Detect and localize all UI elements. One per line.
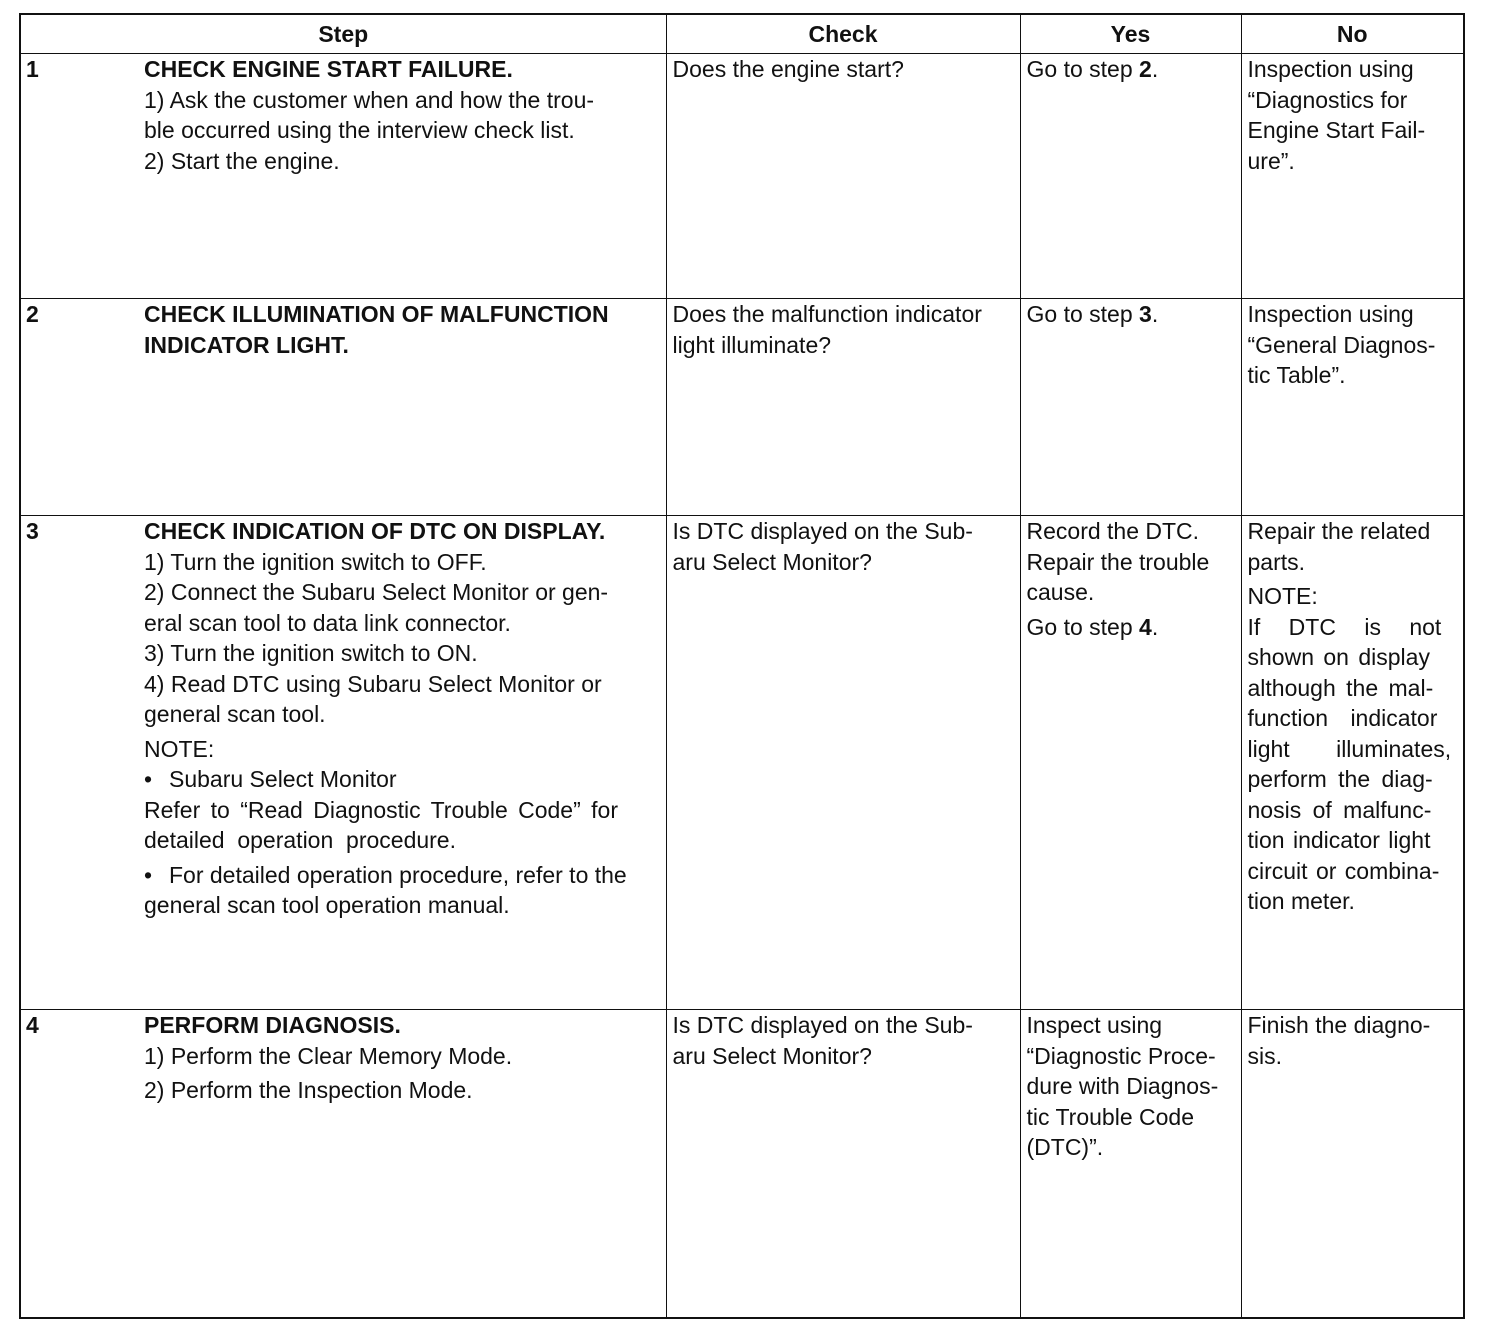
yes-cell <box>1020 516 1241 1010</box>
check-text: aru Select Monitor? <box>672 548 872 575</box>
step-number: 2 <box>20 299 138 516</box>
no-note-text: tion indicator light <box>1247 827 1431 853</box>
header-no: No <box>1241 14 1464 54</box>
step-instruction: 2) Connect the Subaru Select Monitor or gen- <box>144 579 609 605</box>
no-text: Inspection using <box>1247 56 1414 82</box>
check-text: Is DTC displayed on the Sub- <box>672 518 973 544</box>
yes-text <box>1027 299 1235 330</box>
step-instruction: 3) Turn the ignition switch to ON. <box>144 640 478 666</box>
no-text: “General Diagnos- <box>1247 331 1436 358</box>
no-note-label: NOTE: <box>1247 583 1318 609</box>
yes-prefix: Go to step <box>1026 613 1140 640</box>
check-cell <box>666 516 1020 1010</box>
no-text: “Diagnostics for <box>1247 86 1408 113</box>
step-instruction: general scan tool. <box>144 701 326 727</box>
yes-prefix: Go to step <box>1026 56 1140 82</box>
no-cell <box>1241 299 1464 516</box>
check-text: Does the engine start? <box>672 56 904 82</box>
yes-cell <box>1020 54 1241 299</box>
no-note-text: nosis of malfunc- <box>1247 796 1432 823</box>
yes-suffix: . <box>1151 613 1159 640</box>
yes-text: (DTC)”. <box>1026 1134 1104 1160</box>
note-body: general scan tool operation manual. <box>144 892 510 918</box>
yes-text: Repair the trouble <box>1026 548 1210 575</box>
check-text: light illuminate? <box>672 331 832 358</box>
note-bullet-text: Subaru Select Monitor <box>169 766 397 792</box>
step-instruction: 1) Perform the Clear Memory Mode. <box>144 1042 513 1069</box>
yes-step-ref: 4 <box>1139 613 1152 640</box>
table-row <box>20 1010 1464 1319</box>
no-text: Repair the related <box>1247 518 1431 544</box>
step-number: 3 <box>20 516 138 1010</box>
note-body: detailed operation procedure. <box>144 827 456 853</box>
yes-text: Inspect using <box>1026 1012 1163 1038</box>
no-text: sis. <box>1247 1042 1282 1069</box>
step-title: CHECK ILLUMINATION OF MALFUNCTION <box>144 301 609 327</box>
step-title: CHECK INDICATION OF DTC ON DISPLAY. <box>144 518 606 544</box>
bullet-icon: • <box>144 861 153 888</box>
yes-text <box>1027 612 1235 643</box>
table-row <box>20 54 1464 299</box>
yes-text: Record the DTC. <box>1026 518 1200 544</box>
step-instruction: 2) Start the engine. <box>144 147 340 174</box>
step-title: CHECK ENGINE START FAILURE. <box>144 56 513 82</box>
no-note-text: although the mal- <box>1247 674 1434 701</box>
yes-text: dure with Diagnos- <box>1026 1073 1219 1099</box>
check-text: aru Select Monitor? <box>672 1042 872 1069</box>
check-text: Is DTC displayed on the Sub- <box>672 1012 973 1038</box>
step-cell <box>138 54 666 299</box>
header-step: Step <box>20 14 666 54</box>
check-cell <box>666 1010 1020 1319</box>
yes-prefix: Go to step <box>1026 301 1140 327</box>
note-bullet <box>144 860 660 891</box>
step-cell <box>138 516 666 1010</box>
yes-text: tic Trouble Code <box>1026 1103 1194 1130</box>
no-note-text: tion meter. <box>1247 888 1355 914</box>
no-cell <box>1241 1010 1464 1319</box>
step-title: INDICATOR LIGHT. <box>144 331 349 358</box>
no-text: Finish the diagno- <box>1247 1012 1431 1038</box>
step-number: 4 <box>20 1010 138 1319</box>
yes-cell <box>1020 299 1241 516</box>
no-note-text: shown on display <box>1247 644 1430 670</box>
header-yes: Yes <box>1020 14 1241 54</box>
no-text: ure”. <box>1247 147 1295 174</box>
yes-text: “Diagnostic Proce- <box>1026 1042 1216 1069</box>
no-note-text: perform the diag- <box>1247 766 1433 792</box>
yes-suffix: . <box>1151 301 1159 327</box>
no-note-text: circuit or combina- <box>1247 857 1440 884</box>
yes-text <box>1027 54 1235 85</box>
no-text: tic Table”. <box>1247 362 1346 388</box>
note-body: Refer to “Read Diagnostic Trouble Code” for <box>144 796 618 823</box>
note-bullet-text: For detailed operation procedure, refer to the <box>169 861 627 888</box>
table-row <box>20 299 1464 516</box>
note-label: NOTE: <box>144 735 215 762</box>
step-instruction: 2) Perform the Inspection Mode. <box>144 1077 473 1103</box>
no-cell <box>1241 54 1464 299</box>
diagnostic-table <box>19 13 1465 1319</box>
step-title: PERFORM DIAGNOSIS. <box>144 1012 401 1038</box>
step-number: 1 <box>20 54 138 299</box>
step-instruction: eral scan tool to data link connector. <box>144 609 511 636</box>
no-text: Engine Start Fail- <box>1247 117 1426 143</box>
note-bullet <box>144 764 660 795</box>
step-instruction: 1) Turn the ignition switch to OFF. <box>144 548 487 575</box>
no-text: Inspection using <box>1247 301 1414 327</box>
no-note-text: light illuminates, <box>1247 735 1452 762</box>
step-instruction: 4) Read DTC using Subaru Select Monitor or <box>144 670 602 697</box>
check-cell <box>666 54 1020 299</box>
no-note-text: If DTC is not <box>1247 613 1442 640</box>
no-cell <box>1241 516 1464 1010</box>
step-cell <box>138 1010 666 1319</box>
step-instruction: ble occurred using the interview check list. <box>144 117 575 143</box>
bullet-icon: • <box>144 766 153 792</box>
no-text: parts. <box>1247 548 1306 575</box>
yes-cell <box>1020 1010 1241 1319</box>
header-check: Check <box>666 14 1020 54</box>
check-text: Does the malfunction indicator <box>672 301 982 327</box>
yes-step-ref: 2 <box>1139 56 1152 82</box>
yes-text: cause. <box>1026 579 1095 605</box>
table-row <box>20 516 1464 1010</box>
check-cell <box>666 299 1020 516</box>
step-instruction: 1) Ask the customer when and how the trou- <box>144 86 595 113</box>
table-header-row <box>20 14 1464 54</box>
yes-suffix: . <box>1151 56 1159 82</box>
no-note-text: function indicator <box>1247 705 1438 731</box>
yes-step-ref: 3 <box>1139 301 1152 327</box>
step-cell <box>138 299 666 516</box>
